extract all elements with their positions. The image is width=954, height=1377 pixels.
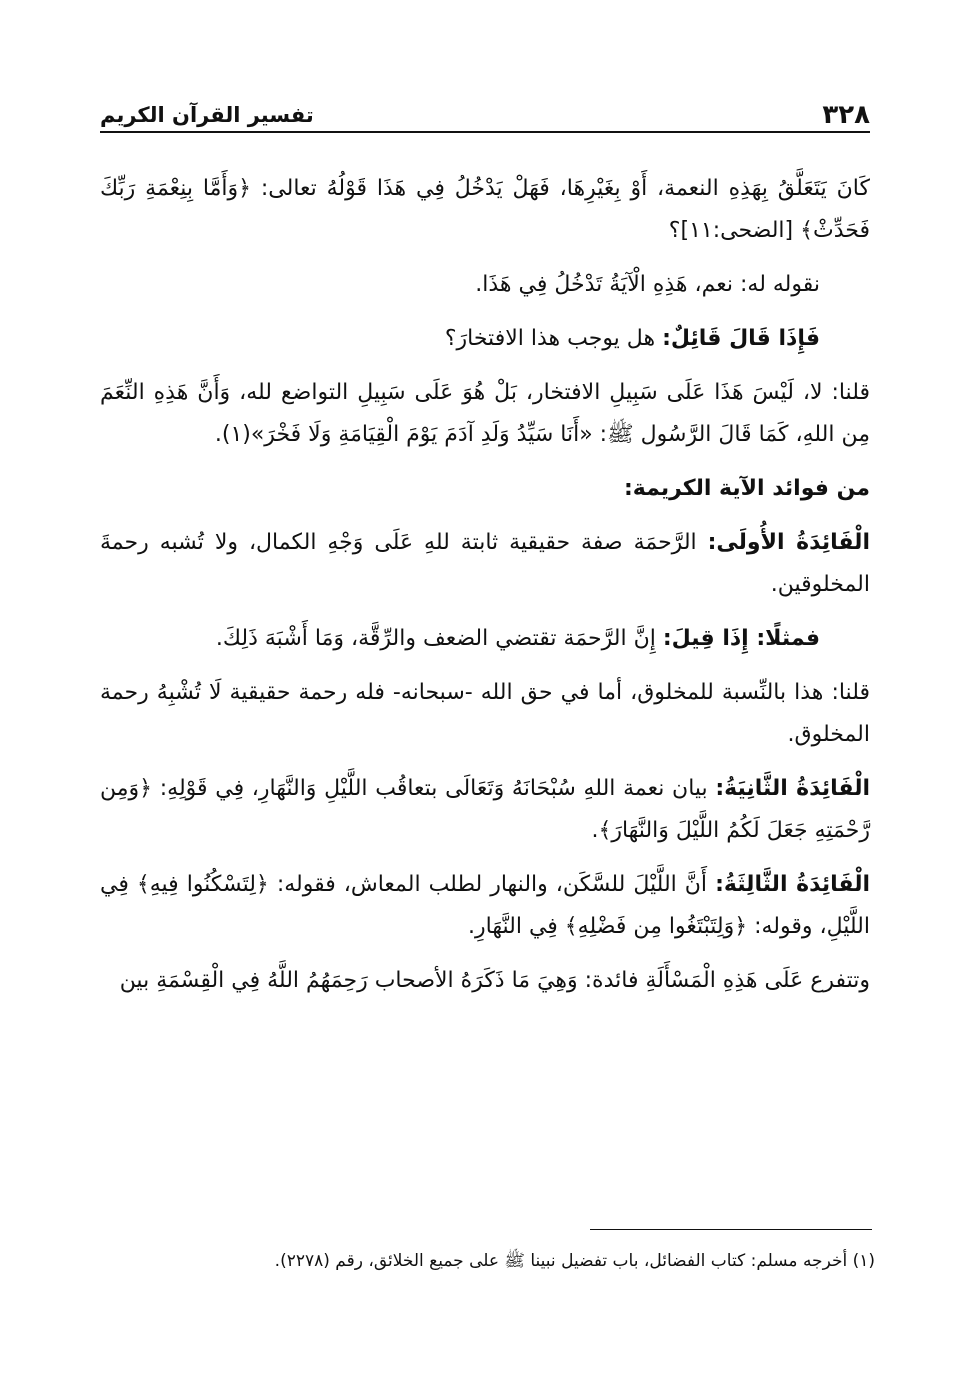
paragraph-reply: قلنا: لا، لَيْسَ هَذَا عَلَى سَبِيلِ الافتخار، بَلْ هُوَ عَلَى سَبِيلِ التواضع لله، وَأَنَّ هَذِهِ النِّعَمَ مِن اللهِ، كَمَا قَالَ الرَّسُول ﷺ: «أَنَا سَيِّدُ وَلَدِ آدَمَ يَوْمَ الْقِيَامَةِ وَلَا فَخْرَ»(١). [100,380,870,447]
example-text: إِنَّ الرَّحمَة تقتضي الضعف والرِّقَّة، وَمَا أَشْبَهَ ذَلِكَ. [215,626,663,651]
question-text: هل يوجب هذا الافتخارَ؟ [444,326,663,351]
footnote: (١) أخرجه مسلم: كتاب الفضائل، باب تفضيل نبينا ﷺ على جميع الخلائق، رقم (٢٢٧٨). [274,1251,875,1271]
paragraph-example [100,618,870,660]
header-divider [100,131,870,133]
section-heading: من فوائد الآية الكريمة: [623,476,870,501]
paragraph-answer: نقوله له: نعم، هَذِهِ الْآيَةُ تَدْخُلُ فِي هَذَا. [475,272,820,297]
paragraph-benefit-2 [100,768,870,852]
main-text [100,168,870,1014]
book-title: تفسير القرآن الكريم [100,103,314,127]
benefit-1-label: الْفَائِدَةُ الأُولَى: [707,530,870,555]
page-header [100,96,870,130]
benefit-2-text: بيان نعمة اللهِ سُبْحَانَهُ وَتَعَالَى بتعاقُب اللَّيْلِ وَالنَّهَارِ، فِي قَوْلِهِ: ﴿وَمِن رَّحْمَتِهِ جَعَلَ لَكُمُ اللَّيْلَ وَالنَّهَارَ﴾. [100,776,870,843]
example-lead: فمثلًا: إِذَا قِيلَ: [662,626,820,651]
benefit-1-text: الرَّحمَة صفة حقيقية ثابتة للهِ عَلَى وَجْهِ الكمال، ولا تُشبه رحمةَ المخلوقين. [100,530,870,597]
benefit-2-label: الْفَائِدَةُ الثَّانِيَةُ: [715,776,870,801]
question-lead: فَإِذَا قَالَ قَائِلٌ: [662,326,820,351]
paragraph-benefit-1 [100,522,870,606]
paragraph-derived: وتتفرع عَلَى هَذِهِ الْمَسْأَلَةِ فائدة: وَهِيَ مَا ذَكَرَهُ الأصحاب رَحِمَهُمُ اللَّهُ فِي الْقِسْمَةِ بين [119,968,870,993]
page-number: ٣٢٨ [822,100,870,130]
benefit-3-text: أَنَّ اللَّيْلَ للسَّكَن، والنهار لطلب المعاش، فقوله: ﴿لِتَسْكُنُوا فِيهِ﴾ فِي اللَّيْلِ، وقوله: ﴿وَلِتَبْتَغُوا مِن فَضْلِهِ﴾ فِي النَّهَارِ. [100,872,870,939]
paragraph-continuation: كَانَ يَتَعَلَّقُ بِهَذِهِ النعمة، أَوْ بِغَيْرِهَا، فَهَلْ يَدْخُلُ فِي هَذَا قَوْلُهُ تعالى: ﴿وَأَمَّا بِنِعْمَةِ رَبِّكَ فَحَدِّثْ﴾ [الضحى:١١]؟ [100,176,870,243]
paragraph-benefit-3 [100,864,870,948]
paragraph-reply-2: قلنا: هذا بالنِّسبة للمخلوق، أما في حق الله -سبحانه- فله رحمة حقيقية لَا تُشْبِهُ رحمة المخلوق. [100,680,870,747]
paragraph-question [100,318,870,360]
benefit-3-label: الْفَائِدَةُ الثَّالِثَةُ: [715,872,871,897]
footnote-divider [590,1229,872,1230]
